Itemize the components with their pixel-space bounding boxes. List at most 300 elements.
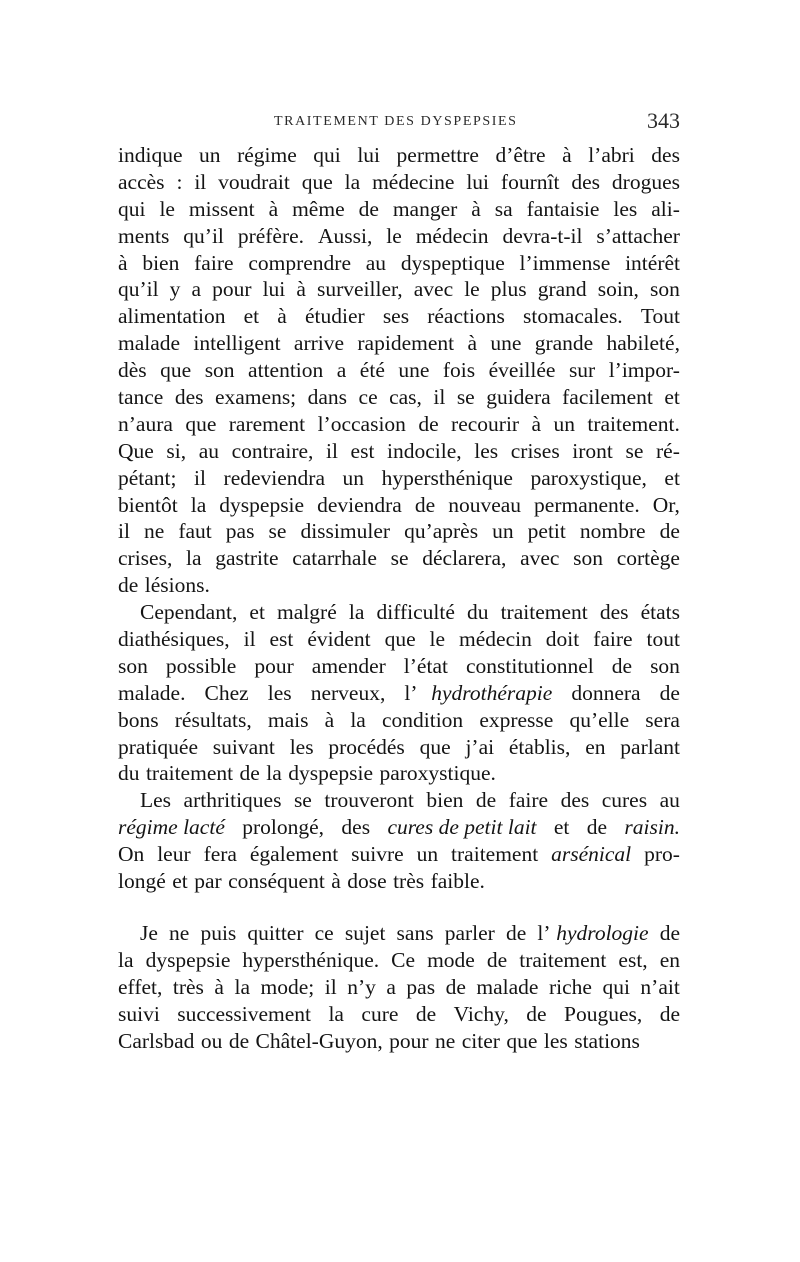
word: indique	[118, 143, 183, 167]
word: intelligent	[193, 331, 281, 356]
word: ré-	[656, 438, 680, 463]
word: stomacales.	[522, 304, 623, 329]
word: et	[553, 815, 570, 840]
word: se	[625, 438, 644, 463]
word: de	[358, 196, 379, 221]
word: Vichy,	[453, 1001, 509, 1026]
word: faire	[593, 627, 633, 652]
word: de	[526, 1001, 547, 1026]
word: et	[249, 600, 265, 625]
word: des	[341, 815, 371, 840]
word: paroxystique,	[530, 465, 647, 490]
text-line	[118, 841, 680, 868]
word: de	[586, 815, 608, 840]
text-line	[118, 947, 680, 974]
word: états	[640, 600, 680, 625]
word: réactions	[427, 304, 505, 329]
word: pétant;	[118, 465, 177, 490]
text-line	[118, 492, 680, 519]
word: à	[331, 869, 341, 894]
word: sans	[396, 920, 434, 945]
word: son	[204, 358, 235, 383]
word: suivi	[118, 1001, 160, 1026]
text-line	[118, 707, 680, 734]
word: se	[390, 546, 409, 571]
italic-word: raisin.	[624, 815, 680, 840]
word: en	[659, 947, 680, 972]
word: dès	[118, 358, 147, 383]
word: de	[118, 573, 139, 598]
word: à	[268, 196, 279, 221]
word: lui	[262, 277, 286, 302]
word: dyspepsie	[288, 761, 374, 786]
word: à	[214, 974, 224, 999]
word: petit	[527, 519, 566, 544]
paragraph	[118, 599, 680, 787]
word: médecin	[415, 223, 489, 248]
word: l’	[537, 920, 551, 945]
word: qu’il	[118, 277, 159, 302]
word: avec	[413, 277, 454, 302]
word: riche	[548, 974, 592, 999]
word: nerveux,	[310, 680, 386, 705]
word: même	[292, 196, 345, 221]
paragraph	[118, 142, 680, 599]
word: ce	[314, 920, 334, 945]
word: effet,	[118, 974, 163, 999]
word: le	[386, 223, 402, 248]
italic-word: cures de petit lait	[387, 815, 537, 840]
text-line	[118, 814, 680, 841]
word: redeviendra	[223, 465, 325, 490]
word: faible.	[430, 869, 485, 894]
word: malade.	[118, 680, 186, 705]
word: les	[289, 734, 314, 759]
word: le	[429, 627, 446, 652]
italic-word: arsénical	[551, 842, 632, 867]
word: il	[324, 974, 337, 999]
word: pour	[212, 277, 252, 302]
word: manger	[392, 196, 458, 221]
word: de	[659, 519, 680, 544]
word: fantaisie	[526, 196, 600, 221]
book-page	[118, 108, 680, 1054]
word: tout	[646, 627, 680, 652]
word: leur	[157, 842, 191, 867]
word: doit	[545, 627, 580, 652]
word: missent	[188, 196, 255, 221]
word: de	[659, 680, 680, 705]
word: cure	[361, 1001, 399, 1026]
word: s’attacher	[596, 223, 680, 248]
word: rapidement	[357, 331, 455, 356]
word: bons	[118, 707, 159, 732]
word: dans	[307, 385, 348, 410]
word: l’	[404, 680, 418, 705]
word: :	[176, 169, 183, 194]
word: il	[194, 465, 206, 490]
word: que	[419, 734, 451, 759]
word: grand	[537, 277, 587, 302]
text-line	[118, 572, 680, 599]
word: j’ai	[465, 734, 495, 759]
word: cortège	[616, 546, 680, 571]
text-line	[118, 868, 680, 895]
word: Pougues,	[564, 1001, 643, 1026]
word: sujet	[344, 920, 386, 945]
word: un	[553, 411, 575, 436]
word: de	[239, 761, 260, 786]
text-line	[118, 920, 680, 947]
word: crises,	[118, 546, 173, 571]
word: l’abri	[588, 143, 635, 167]
word: malade	[476, 974, 539, 999]
word: avec	[520, 546, 560, 571]
word: voudrait	[218, 169, 290, 194]
word: de	[659, 920, 680, 945]
word: suivant	[212, 734, 275, 759]
text-line	[118, 384, 680, 411]
word: Je	[140, 920, 158, 945]
word: faire	[508, 788, 549, 813]
word: Ce	[391, 947, 416, 972]
word: à	[324, 707, 335, 732]
word: l’état	[403, 653, 448, 678]
word: et	[664, 385, 680, 410]
word: indocile,	[387, 438, 462, 463]
word: gastrite	[215, 546, 279, 571]
word: qui	[118, 196, 146, 221]
word: régime	[237, 143, 297, 167]
text-line	[118, 196, 680, 223]
word: que	[160, 358, 192, 383]
word: se	[293, 788, 312, 813]
word: la	[344, 169, 361, 194]
text-line	[118, 330, 680, 357]
word: accès	[118, 169, 165, 194]
word: traitement	[451, 842, 539, 867]
word: quitter	[247, 920, 304, 945]
word: longé	[118, 869, 166, 894]
word: des	[571, 169, 601, 194]
word: habileté,	[606, 331, 680, 356]
word: parler	[444, 920, 495, 945]
word: crises	[510, 438, 560, 463]
word: sera	[645, 707, 680, 732]
word: les	[474, 438, 499, 463]
word: a	[191, 277, 202, 302]
word: la	[190, 492, 207, 517]
word: de	[414, 492, 436, 517]
word: Cependant,	[140, 600, 238, 625]
italic-word: hydrologie	[556, 920, 649, 945]
word: des	[174, 385, 204, 410]
word: que	[185, 411, 217, 436]
text-line	[118, 438, 680, 465]
text-line	[118, 1001, 680, 1028]
word: dyspepsie	[219, 492, 305, 517]
text-line	[118, 1028, 680, 1055]
word: dyspepsie	[145, 947, 231, 972]
word: arthritiques	[183, 788, 282, 813]
word: que	[384, 627, 416, 652]
word: permanente.	[534, 492, 640, 517]
word: de	[415, 1001, 437, 1026]
word: de	[659, 1001, 680, 1026]
word: son	[118, 653, 148, 678]
word: il	[433, 385, 446, 410]
running-title: TRAITEMENT DES DYSPEPSIES	[274, 114, 518, 129]
word: On	[118, 842, 145, 867]
word: plus	[490, 277, 527, 302]
word: des	[599, 600, 629, 625]
word: Aussi,	[317, 223, 373, 248]
word: tance	[118, 385, 164, 410]
word: puis	[200, 920, 237, 945]
word: ali-	[651, 196, 680, 221]
word: du	[466, 600, 489, 625]
word: conséquent	[228, 869, 325, 894]
word: pour	[389, 1028, 429, 1053]
word: traitement	[519, 947, 607, 972]
word: été	[359, 358, 385, 383]
word: à	[467, 331, 477, 356]
word: de	[475, 788, 497, 813]
word: faut	[178, 519, 212, 544]
word: stations	[574, 1028, 640, 1053]
word: n’aura	[118, 411, 173, 436]
word: un	[492, 519, 514, 544]
word: cas,	[389, 385, 422, 410]
word: facilement	[562, 385, 653, 410]
word: la	[234, 974, 250, 999]
word: suivre	[351, 842, 404, 867]
word: de	[445, 974, 466, 999]
word: la	[266, 761, 282, 786]
word: en	[585, 734, 606, 759]
word: est	[350, 438, 375, 463]
word: cures	[601, 788, 648, 813]
word: l’immense	[519, 250, 611, 275]
word: une	[398, 358, 430, 383]
text-line	[118, 787, 680, 814]
word: un	[342, 465, 365, 490]
word: son	[573, 546, 604, 571]
word: ce	[358, 385, 378, 410]
word: la	[350, 707, 366, 732]
word: et	[243, 304, 260, 329]
word: au	[659, 788, 680, 813]
word: faire	[194, 250, 234, 275]
text-line	[118, 169, 680, 196]
word: sur	[568, 358, 596, 383]
paragraph	[118, 787, 680, 895]
word: mode;	[260, 974, 315, 999]
word: malade	[118, 331, 181, 356]
word: Tout	[640, 304, 680, 329]
word: qu’après	[404, 519, 479, 544]
word: un	[416, 842, 439, 867]
italic-word: hydrothérapie	[431, 680, 553, 705]
text-line	[118, 599, 680, 626]
text-line	[118, 465, 680, 492]
word: de	[228, 1028, 250, 1053]
word: contraire,	[231, 438, 314, 463]
word: des	[560, 788, 590, 813]
word: la	[186, 546, 202, 571]
text-line	[118, 276, 680, 303]
word: les	[613, 196, 638, 221]
word: fera	[203, 842, 237, 867]
italic-word: régime lacté	[118, 815, 225, 840]
word: lui	[357, 143, 381, 167]
word: les	[267, 680, 292, 705]
text-line	[118, 142, 680, 169]
word: le	[159, 196, 175, 221]
body-text	[118, 142, 680, 1054]
word: y	[169, 277, 181, 302]
word: préfère.	[237, 223, 305, 248]
word: Carlsbad	[118, 1028, 195, 1053]
page-number: 343	[647, 108, 680, 133]
word: de	[611, 653, 633, 678]
word: intérêt	[625, 250, 680, 275]
word: bien	[426, 788, 464, 813]
word: à	[471, 196, 481, 221]
word: procédés	[328, 734, 405, 759]
word: et	[172, 869, 188, 894]
text-line	[118, 626, 680, 653]
word: donnera	[571, 680, 641, 705]
text-line	[118, 303, 680, 330]
text-line	[118, 974, 680, 1001]
word: éveillée	[488, 358, 556, 383]
word: à	[118, 250, 128, 275]
word: il	[326, 438, 338, 463]
word: deviendra	[317, 492, 402, 517]
word: comprendre	[248, 250, 351, 275]
word: l’occasion	[317, 411, 406, 436]
word: sa	[494, 196, 513, 221]
word: son	[650, 653, 680, 678]
word: iront	[572, 438, 613, 463]
word: traitement	[145, 761, 234, 786]
word: la	[118, 947, 134, 972]
word: si,	[166, 438, 187, 463]
word: au	[365, 250, 387, 275]
word: que	[506, 1028, 538, 1053]
word: drogues	[611, 169, 680, 194]
word: examens;	[214, 385, 297, 410]
text-line	[118, 250, 680, 277]
word: lésions.	[144, 573, 210, 598]
word: il	[118, 519, 130, 544]
word: il	[194, 169, 207, 194]
word: successivement	[177, 1001, 312, 1026]
word: l’impor-	[608, 358, 680, 383]
word: n’ait	[640, 974, 680, 999]
word: se	[268, 519, 287, 544]
word: Les	[140, 788, 172, 813]
word: pour	[254, 653, 294, 678]
word: ses	[382, 304, 410, 329]
word: prolongé,	[242, 815, 325, 840]
word: la	[328, 1001, 344, 1026]
word: au	[198, 438, 220, 463]
word: nouveau	[448, 492, 522, 517]
word: étudier	[304, 304, 365, 329]
word: attention	[248, 358, 324, 383]
word: à	[531, 411, 542, 436]
word: à	[562, 143, 572, 167]
word: a	[386, 974, 396, 999]
word: mode	[427, 947, 475, 972]
word: alimentation	[118, 304, 226, 329]
word: catarrhale	[292, 546, 377, 571]
word: recourir	[451, 411, 520, 436]
word: de	[505, 920, 527, 945]
word: que	[301, 169, 333, 194]
word: expresse	[479, 707, 554, 732]
word: difficulté	[376, 600, 455, 625]
word: qu’il	[183, 223, 224, 248]
word: son	[649, 277, 680, 302]
word: ou	[200, 1028, 223, 1053]
word: médecin	[459, 627, 532, 652]
word: de	[486, 947, 508, 972]
word: malgré	[277, 600, 337, 625]
word: dissimuler	[300, 519, 391, 544]
word: traitement.	[587, 411, 680, 436]
word: soin,	[597, 277, 639, 302]
word: par	[194, 869, 222, 894]
word: Châtel-Guyon,	[255, 1028, 383, 1053]
word: traitement	[500, 600, 588, 625]
word: paroxystique.	[379, 761, 496, 786]
word: nombre	[579, 519, 646, 544]
word: à	[296, 277, 306, 302]
word: une	[490, 331, 522, 356]
word: pratiquée	[118, 734, 198, 759]
word: est	[269, 627, 294, 652]
word: qui	[602, 974, 630, 999]
word: parlant	[620, 734, 680, 759]
word: ne	[435, 1028, 456, 1053]
word: mais	[267, 707, 309, 732]
word: bientôt	[118, 492, 178, 517]
word: Or,	[652, 492, 680, 517]
word: pas	[406, 974, 436, 999]
word: d’être	[495, 143, 546, 167]
word: à	[277, 304, 287, 329]
word: qu’elle	[569, 707, 630, 732]
text-line	[118, 734, 680, 761]
word: constitutionnel	[465, 653, 594, 678]
word: possible	[165, 653, 237, 678]
word: la	[348, 600, 365, 625]
word: les	[543, 1028, 568, 1053]
word: devra-t-il	[502, 223, 583, 248]
word: hypersthénique.	[242, 947, 380, 972]
word: condition	[381, 707, 464, 732]
word: des	[651, 143, 680, 167]
word: ne	[143, 519, 165, 544]
word: établis,	[508, 734, 571, 759]
word: résultats,	[174, 707, 252, 732]
running-head	[118, 108, 680, 142]
text-line	[118, 223, 680, 250]
text-line	[118, 680, 680, 707]
